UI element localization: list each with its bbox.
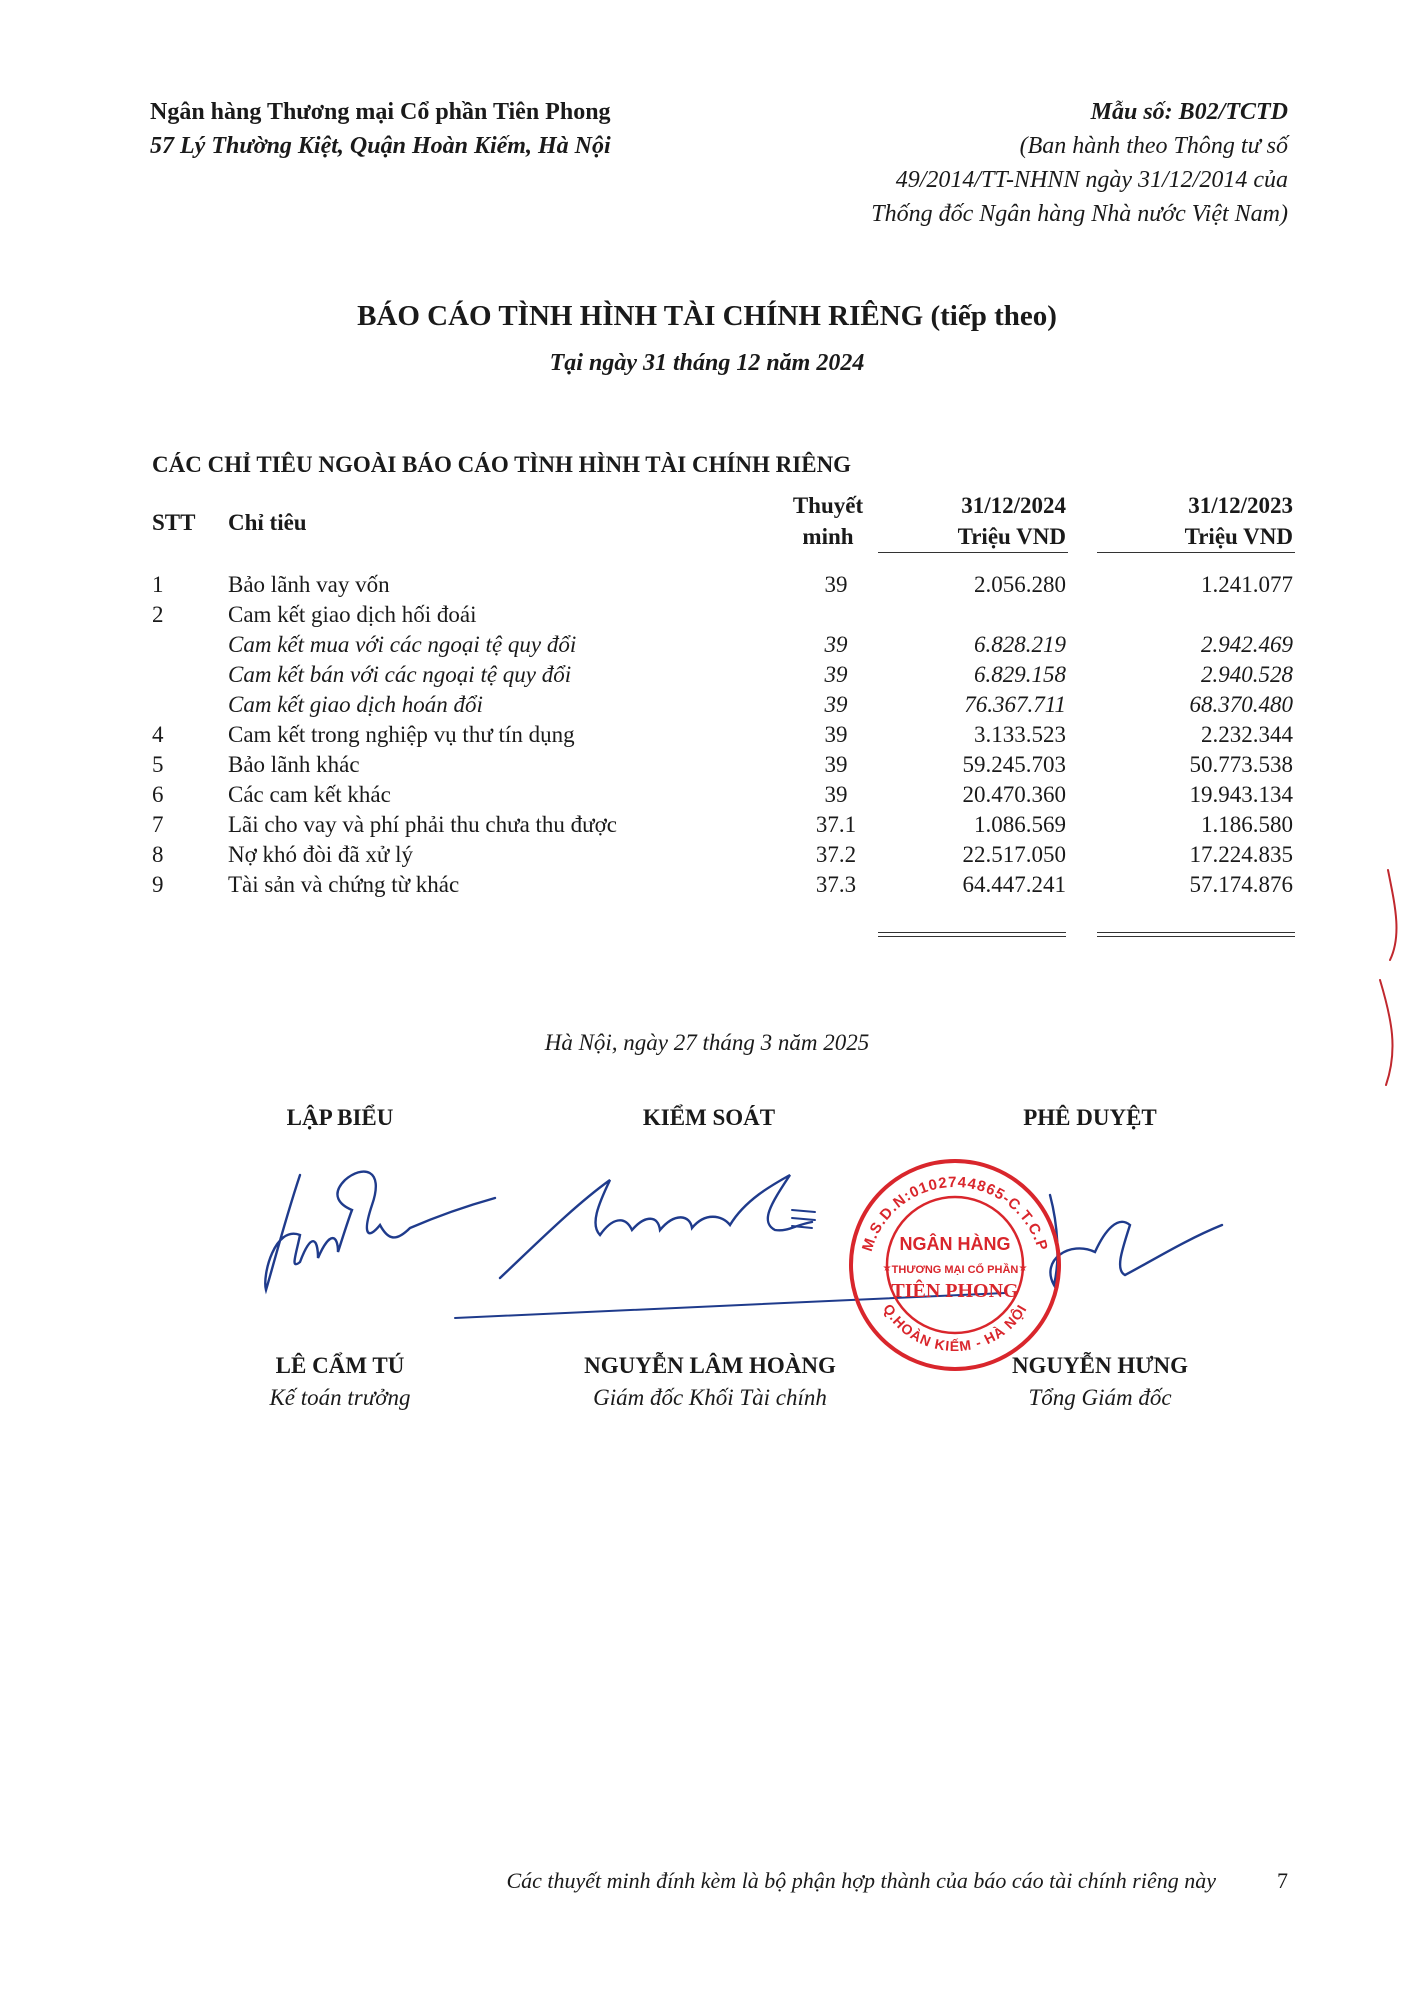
row-item: Các cam kết khác <box>228 782 391 807</box>
row-item: Bảo lãnh khác <box>228 752 360 777</box>
header-item: Chỉ tiêu <box>228 510 307 535</box>
header-note-line-1: Thuyết <box>792 493 864 518</box>
row-note: 39 <box>824 782 848 807</box>
section-title: CÁC CHỈ TIÊU NGOÀI BÁO CÁO TÌNH HÌNH TÀI CHÍNH RIÊNG <box>152 452 852 477</box>
footer-note: Các thuyết minh đính kèm là bộ phận hợp thành của báo cáo tài chính riêng này <box>506 1868 1216 1893</box>
row-value-2024: 64.447.241 <box>962 872 1066 897</box>
row-item: Cam kết giao dịch hoán đổi <box>228 692 483 717</box>
row-stt: 7 <box>152 812 164 837</box>
row-stt: 9 <box>152 872 164 897</box>
row-value-2024: 59.245.703 <box>962 752 1066 777</box>
seal-location: Q.HOÀN KIẾM - HÀ NỘI <box>880 1300 1030 1355</box>
title-approved: Tổng Giám đốc <box>1028 1385 1172 1410</box>
header-stt: STT <box>152 510 196 535</box>
seal-star-left: ★ <box>882 1263 892 1274</box>
row-value-2023: 1.241.077 <box>1201 572 1293 597</box>
row-value-2024: 6.828.219 <box>974 632 1066 657</box>
row-value-2023: 2.940.528 <box>1201 662 1293 687</box>
row-value-2023: 57.174.876 <box>1189 872 1293 897</box>
row-value-2024: 2.056.280 <box>974 572 1066 597</box>
title-prepared: Kế toán trưởng <box>269 1385 411 1410</box>
row-item: Bảo lãnh vay vốn <box>228 572 390 597</box>
row-value-2023: 68.370.480 <box>1189 692 1293 717</box>
title-controlled: Giám đốc Khối Tài chính <box>593 1385 827 1410</box>
role-controlled: KIỂM SOÁT <box>642 1105 776 1130</box>
row-stt: 5 <box>152 752 164 777</box>
row-note: 39 <box>824 752 848 777</box>
row-value-2023: 50.773.538 <box>1189 752 1293 777</box>
report-title: BÁO CÁO TÌNH HÌNH TÀI CHÍNH RIÊNG (tiếp theo) <box>357 300 1057 332</box>
row-note: 37.3 <box>815 872 857 897</box>
seal-line-1: NGÂN HÀNG <box>899 1234 1011 1254</box>
row-value-2024: 6.829.158 <box>974 662 1066 687</box>
row-stt: 8 <box>152 842 164 867</box>
signature-prepared <box>265 1172 495 1290</box>
company-seal <box>845 1155 1065 1375</box>
row-note: 39 <box>824 572 848 597</box>
form-note-line-1: (Ban hành theo Thông tư số <box>1019 133 1288 159</box>
row-note: 39 <box>824 692 848 717</box>
page-number: 7 <box>1277 1868 1288 1893</box>
header-col-2023-date: 31/12/2023 <box>1188 493 1293 518</box>
row-note: 39 <box>824 632 848 657</box>
row-item: Cam kết bán với các ngoại tệ quy đổi <box>228 662 572 687</box>
row-value-2024: 76.367.711 <box>964 692 1066 717</box>
header-col-2024-unit: Triệu VND <box>957 524 1066 549</box>
row-item: Tài sản và chứng từ khác <box>228 872 460 897</box>
row-note: 39 <box>824 662 848 687</box>
signature-controlled-tail <box>792 1210 815 1228</box>
row-value-2024: 1.086.569 <box>974 812 1066 837</box>
row-note: 39 <box>824 722 848 747</box>
row-item: Nợ khó đòi đã xử lý <box>228 842 413 867</box>
row-value-2023: 1.186.580 <box>1201 812 1293 837</box>
bank-address: 57 Lý Thường Kiệt, Quận Hoàn Kiếm, Hà Nội <box>150 133 611 159</box>
seal-line-3: TIÊN PHONG <box>891 1280 1019 1302</box>
row-note: 37.1 <box>815 812 857 837</box>
row-item: Lãi cho vay và phí phải thu chưa thu được <box>228 812 618 837</box>
seal-tax-code: M.S.D.N:0102744865-C.T.C.P <box>858 1173 1052 1254</box>
seal-star-right: ★ <box>1018 1263 1028 1274</box>
form-note-line-3: Thống đốc Ngân hàng Nhà nước Việt Nam) <box>871 201 1288 227</box>
row-value-2023: 19.943.134 <box>1189 782 1293 807</box>
place-date: Hà Nội, ngày 27 tháng 3 năm 2025 <box>544 1030 870 1055</box>
report-subtitle: Tại ngày 31 tháng 12 năm 2024 <box>549 350 865 376</box>
row-value-2024: 22.517.050 <box>962 842 1066 867</box>
role-approved: PHÊ DUYỆT <box>1023 1105 1157 1130</box>
row-item: Cam kết trong nghiệp vụ thư tín dụng <box>228 722 575 747</box>
header-col-2023-unit: Triệu VND <box>1184 524 1293 549</box>
row-value-2023: 2.232.344 <box>1201 722 1293 747</box>
row-stt: 4 <box>152 722 164 747</box>
row-stt: 6 <box>152 782 164 807</box>
form-note-line-2: 49/2014/TT-NHNN ngày 31/12/2014 của <box>895 167 1288 193</box>
header-col-2024-date: 31/12/2024 <box>961 493 1066 518</box>
seal-line-2: THƯƠNG MẠI CỔ PHẦN <box>891 1264 1019 1276</box>
row-stt: 2 <box>152 602 164 627</box>
role-prepared: LẬP BIỂU <box>286 1105 394 1130</box>
row-value-2024: 3.133.523 <box>974 722 1066 747</box>
name-prepared: LÊ CẨM TÚ <box>275 1353 405 1378</box>
row-value-2023: 17.224.835 <box>1189 842 1293 867</box>
margin-marks <box>1380 870 1396 1085</box>
row-value-2024: 20.470.360 <box>962 782 1066 807</box>
row-stt: 1 <box>152 572 164 597</box>
row-item: Cam kết giao dịch hối đoái <box>228 602 477 627</box>
row-note: 37.2 <box>815 842 857 867</box>
name-approved: NGUYỄN HƯNG <box>1011 1353 1189 1378</box>
name-controlled: NGUYỄN LÂM HOÀNG <box>584 1353 836 1378</box>
signature-controlled <box>500 1175 812 1278</box>
header-note-line-2: minh <box>802 524 854 549</box>
form-code: Mẫu số: B02/TCTD <box>1090 99 1288 125</box>
row-item: Cam kết mua với các ngoại tệ quy đổi <box>228 632 577 657</box>
bank-name: Ngân hàng Thương mại Cổ phần Tiên Phong <box>150 99 611 125</box>
row-value-2023: 2.942.469 <box>1201 632 1293 657</box>
signature-approved <box>1050 1195 1222 1285</box>
